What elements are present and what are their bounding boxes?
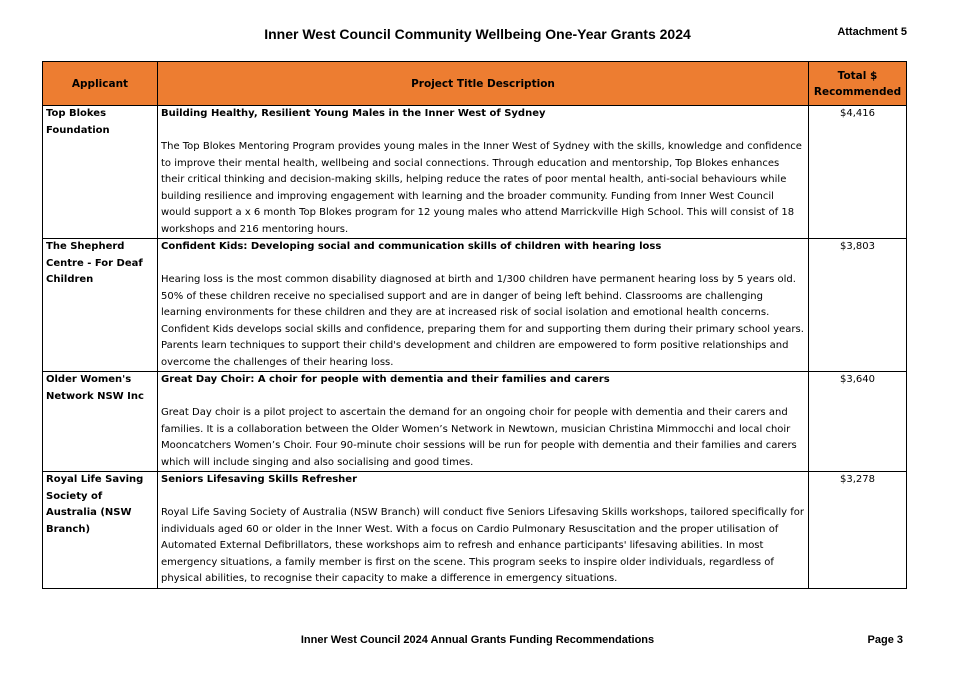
project-cell — [158, 372, 809, 472]
footer-text: Inner West Council 2024 Annual Grants Funding Recommendations — [300, 634, 655, 646]
column-header-project: Project Title Description — [158, 62, 809, 106]
amount-cell: $4,416 — [809, 106, 907, 239]
table-row — [43, 472, 907, 589]
table-row — [43, 372, 907, 472]
project-title: Confident Kids: Developing social and communication skills of children with hearing loss — [161, 241, 662, 252]
table-row — [43, 106, 907, 239]
project-cell — [158, 239, 809, 372]
project-description: Royal Life Saving Society of Australia (NSW Branch) will conduct five Seniors Lifesaving Skills workshops, tailored specifically for individuals aged 60 or older in the Inner West. With a focus on Cardio Pulmonary Resuscitation and the proper utilisation of Automated External Defibrillators, these workshops aim to refresh and enhance participants' lifesaving abilities. In most emergency situations, a family member is first on the scene. This program seeks to inspire older individuals, regardless of physical abilities, to recognise their capacity to make a difference in emergency situations. — [161, 507, 805, 584]
project-title: Building Healthy, Resilient Young Males in the Inner West of Sydney — [161, 108, 546, 119]
table-row — [43, 239, 907, 372]
project-title: Great Day Choir: A choir for people with dementia and their families and carers — [161, 374, 610, 385]
column-header-total: Total $ Recommended — [809, 62, 907, 106]
amount-cell: $3,803 — [809, 239, 907, 372]
page-title: Inner West Council Community Wellbeing One-Year Grants 2024 — [264, 26, 691, 42]
applicant-cell: The Shepherd Centre - For Deaf Children — [43, 239, 158, 372]
amount-cell: $3,640 — [809, 372, 907, 472]
attachment-label: Attachment 5 — [837, 26, 907, 38]
project-cell — [158, 472, 809, 589]
applicant-cell: Royal Life Saving Society of Australia (NSW Branch) — [43, 472, 158, 589]
amount-cell: $3,278 — [809, 472, 907, 589]
project-description: The Top Blokes Mentoring Program provides young males in the Inner West of Sydney with the skills, knowledge and confidence to improve their mental health, wellbeing and social connections. Through education and mentorship, Top Blokes enhances their critical thinking and decision-making skills, helping reduce the rates of poor mental health, anti-social behaviours while building resilience and improving engagement with learning and the broader community. Funding from Inner West Council would support a x 6 month Top Blokes program for 12 young males who attend Marrickville High School. This will consist of 18 workshops and 216 mentoring hours. — [161, 141, 802, 235]
applicant-cell: Top Blokes Foundation — [43, 106, 158, 239]
project-cell — [158, 106, 809, 239]
table-header-row — [43, 62, 907, 106]
project-description: Great Day choir is a pilot project to ascertain the demand for an ongoing choir for people with dementia and their carers and families. It is a collaboration between the Older Women’s Network in Newtown, musician Christina Mimmocchi and local choir Mooncatchers Women’s Choir. Four 90-minute choir sessions will be run for people with dementia and their families and carers which will include singing and also socialising and good times. — [161, 407, 797, 468]
project-title: Seniors Lifesaving Skills Refresher — [161, 474, 358, 485]
page-number: Page 3 — [867, 634, 903, 646]
grants-table — [42, 61, 907, 589]
project-description: Hearing loss is the most common disability diagnosed at birth and 1/300 children have permanent hearing loss by 5 years old. 50% of these children receive no specialised support and are in danger of being left behind. Classrooms are challenging learning environments for these children and they are at increased risk of social isolation and emotional health concerns. Confident Kids develops social skills and confidence, preparing them for and supporting them during their primary school years. Parents learn techniques to support their child's development and children are empowered to form positive relationships and overcome the challenges of their hearing loss. — [161, 274, 804, 368]
column-header-applicant: Applicant — [43, 62, 158, 106]
applicant-cell: Older Women's Network NSW Inc — [43, 372, 158, 472]
